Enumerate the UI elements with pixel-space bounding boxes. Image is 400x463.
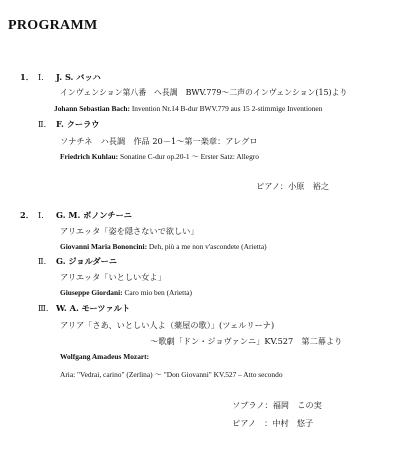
part2-item2-work-en: Caro mio ben (Arietta) — [124, 288, 193, 297]
part1-item1-index: Ⅰ． — [38, 72, 50, 82]
part1-item2-composer: F. クーラウ — [56, 119, 100, 129]
part2-item3-work-source: ～歌劇「ドン・ジョヴァンニ」KV.527 第二幕より — [150, 336, 343, 346]
part1-number: 1． — [20, 72, 34, 82]
part1-item2-work: ソナチネ ハ長調 作品 20－1～第一楽章：アレグロ — [60, 136, 258, 146]
part1-item1-work-en: Invention Nr.14 B-dur BWV.779 aus 15 2-stimmige Inventionen — [131, 104, 323, 113]
part2-item1-index: Ⅰ． — [38, 210, 50, 220]
part2-item1-composer: G. M. ボノンチーニ — [56, 210, 132, 220]
part2-item3-composer: W. A. モーツァルト — [56, 303, 131, 313]
part2-item1-work-en: Deh, più a me non v'ascondete (Arietta) — [148, 242, 267, 251]
part2-item1-work: アリエッタ「姿を隠さないで欲しい」 — [60, 226, 199, 236]
part2-item3-work-en: Aria: "Vedrai, carino" (Zerlina) ～ "Don Giovanni" KV.527 – Atto secondo — [60, 370, 283, 379]
part2-item2-composer-en: Giuseppe Giordani: — [60, 288, 123, 297]
part2-item1-english — [60, 242, 267, 251]
part2-item3-index: Ⅲ． — [38, 303, 55, 313]
part2-number: 2． — [20, 210, 34, 220]
part1-item2-composer-en: Friedrich Kuhlau: — [60, 152, 119, 161]
part1-item2-work-en: Sonatine C-dur op.20-1 ～ Erster Satz: Allegro — [119, 152, 259, 161]
part1-item1-work: インヴェンション第八番 ヘ長調 BWV.779～二声のインヴェンション(15)より — [60, 88, 348, 97]
part1-item1-composer-en: Johann Sebastian Bach: — [54, 104, 130, 113]
part2-item2-english — [60, 288, 192, 297]
part1-item2-english — [60, 152, 259, 161]
part2-item2-index: Ⅱ． — [38, 256, 52, 266]
part1-item1-composer: J. S. バッハ — [56, 72, 101, 82]
page-title: PROGRAMM — [8, 18, 98, 33]
part2-item2-work: アリエッタ「いとしい女よ」 — [60, 272, 166, 282]
part2-performer-piano: ピアノ ：中村 悠子 — [232, 418, 314, 428]
part1-performer: ピアノ：小原 裕之 — [256, 181, 330, 191]
part2-item1-composer-en: Giovanni Maria Bononcini: — [60, 242, 148, 251]
part2-item3-composer-en: Wolfgang Amadeus Mozart: — [60, 352, 150, 361]
part2-performer-soprano: ソプラノ：福岡 この実 — [232, 400, 322, 410]
part2-item3-work: アリア「さあ、いとしい人よ（薬屋の歌）」(ツェルリーナ) — [60, 320, 275, 330]
part2-item2-composer: G. ジョルダーニ — [56, 256, 118, 266]
part1-item2-index: Ⅱ． — [38, 119, 52, 129]
part1-item1-english — [54, 104, 322, 113]
